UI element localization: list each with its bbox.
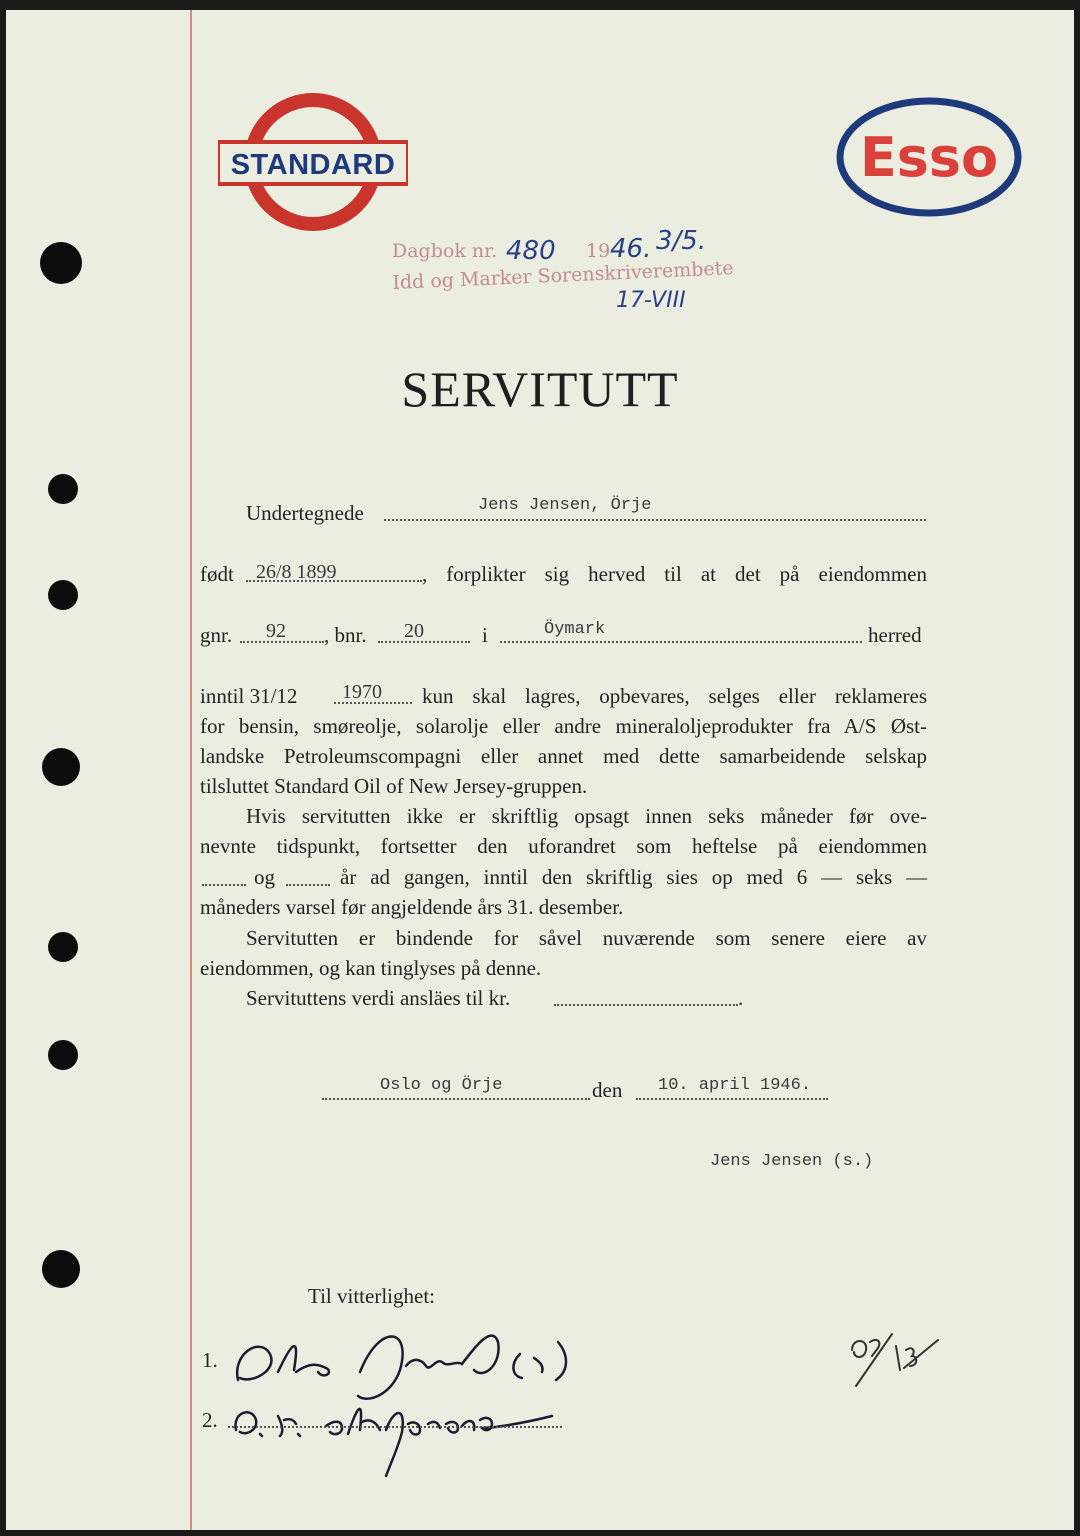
- verdi-end: .: [738, 986, 744, 1010]
- herred-fill-line: [500, 641, 862, 643]
- herred-label: herred: [868, 623, 922, 647]
- bnr-fill-line: [378, 641, 470, 643]
- para1-line3: landske Petroleumscompagni eller annet med dette samarbeidende selskap: [200, 744, 927, 768]
- i-label: i: [482, 623, 488, 647]
- witness2-signature: [230, 1390, 590, 1480]
- para1-line1-rest: kun skal lagres, opbevares, selges eller reklameres: [422, 684, 927, 708]
- gnr-value: 92: [266, 620, 286, 642]
- para1-line4: tilsluttet Standard Oil of New Jersey-gruppen.: [200, 774, 588, 798]
- signer-name: Jens Jensen, Örje: [478, 496, 652, 515]
- verdi-label: Servituttens verdi ansläes til kr.: [246, 986, 511, 1010]
- punch-hole: [42, 748, 80, 786]
- place: Oslo og Örje: [380, 1076, 503, 1095]
- stamp-dagbok-number: 480: [506, 236, 556, 266]
- para1-line2: for bensin, smøreolje, solarolje eller andre mineraloljeprodukter fra A/S Øst-: [200, 714, 927, 738]
- para3-line2: eiendommen, og kan tinglyses på denne.: [200, 956, 542, 980]
- esso-logo: [834, 94, 1024, 220]
- para2-line3-rest: år ad gangen, inntil den skriftlig sies op med 6 — seks —: [340, 865, 927, 889]
- standard-logo-text: STANDARD: [230, 149, 396, 181]
- punch-hole: [48, 580, 78, 610]
- punch-hole: [48, 474, 78, 504]
- punch-hole: [40, 242, 82, 284]
- punch-hole: [48, 1040, 78, 1070]
- witness-label: Til vitterlighet:: [308, 1284, 435, 1308]
- para2-line4: måneders varsel før angjeldende års 31. desember.: [200, 895, 624, 919]
- birth-date: 26/8 1899: [256, 561, 337, 583]
- margin-line: [190, 10, 192, 1530]
- bnr-label: , bnr.: [324, 623, 367, 647]
- place-fill-line: [322, 1098, 590, 1100]
- para2-line1: Hvis servitutten ikke er skriftlig opsagt innen seks måneder før ove-: [246, 804, 927, 828]
- gnr-label: gnr.: [200, 623, 233, 647]
- document-title: SERVITUTT: [401, 361, 679, 417]
- name-fill-line: [384, 519, 926, 521]
- herred-name: Öymark: [544, 620, 606, 639]
- punch-hole: [48, 932, 78, 962]
- period-fill-line-2: [286, 884, 330, 886]
- period-fill-line-1: [202, 884, 246, 886]
- witness2-number: 2.: [202, 1408, 218, 1432]
- fodt-label: født: [200, 562, 234, 586]
- punch-hole: [42, 1250, 80, 1288]
- para2-line2: nevnte tidspunkt, fortsetter den uforandret som heftelse på eiendommen: [200, 834, 927, 858]
- verdi-fill-line: [554, 1004, 738, 1006]
- den-label: den: [592, 1078, 623, 1102]
- witness2-fill-line: [228, 1426, 562, 1428]
- date: 10. april 1946.: [658, 1076, 812, 1095]
- until-year: 1970: [342, 681, 382, 703]
- document-page: [6, 10, 1074, 1530]
- stamp-year-suffix: 46.: [610, 234, 652, 264]
- esso-logo-text: Esso: [859, 126, 999, 189]
- signed-typed: Jens Jensen (s.): [710, 1152, 874, 1171]
- stamp-date-fraction: 3/5.: [656, 226, 707, 256]
- inntil-label: inntil 31/12: [200, 684, 298, 708]
- stamp-year-prefix: 19: [586, 240, 611, 262]
- bnr-value: 20: [404, 620, 424, 642]
- stamp-dagbok-label: Dagbok nr.: [392, 240, 498, 262]
- standard-logo: [218, 88, 408, 236]
- date-fill-line: [636, 1098, 828, 1100]
- stamp-office: Idd og Marker Sorenskriverembete: [392, 257, 734, 294]
- corner-note: [846, 1326, 946, 1392]
- para3-line1: Servitutten er bindende for såvel nuværende som senere eiere av: [246, 926, 927, 950]
- witness1-number: 1.: [202, 1348, 218, 1372]
- para2-og: og: [254, 865, 275, 889]
- undertegnede-label: Undertegnede: [246, 501, 364, 525]
- stamp-note: 17-VIII: [616, 288, 686, 313]
- forplikter-text: , forplikter sig herved til at det på eiendommen: [422, 562, 927, 586]
